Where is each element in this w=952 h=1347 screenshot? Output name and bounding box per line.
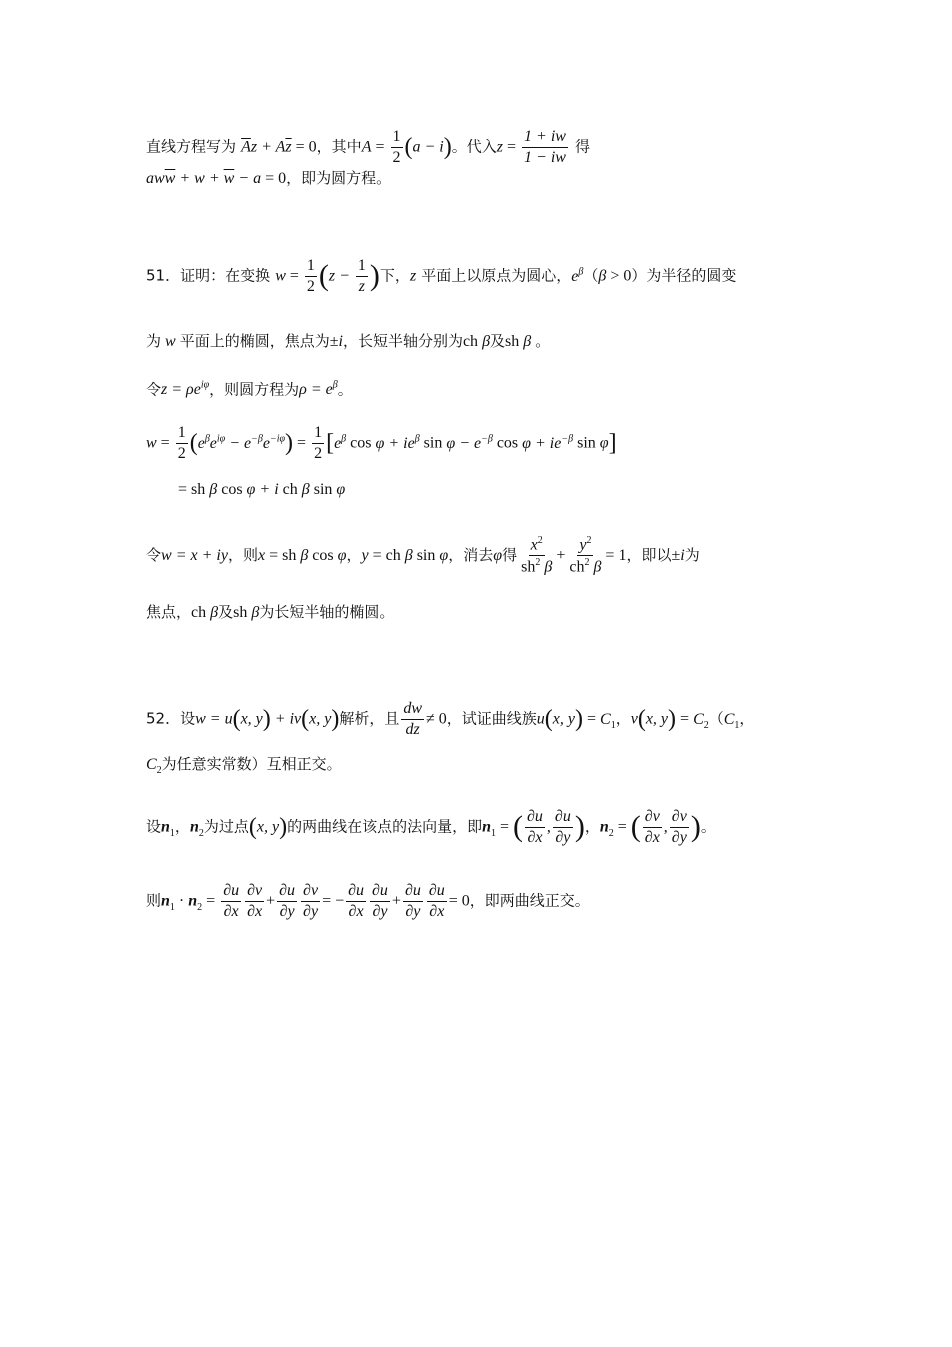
problem-51-statement: 51．证明：在变换 w = $\frac{1}{2}$ (z − $\frac{1}{z}$ )下，z 平面上以原点为圆心，$e^\beta(\beta > 0)$为半径的圆变 bbox=[146, 257, 737, 295]
problem-52-normals: 设$n_1$，$n_2$为过点(x, y)的两曲线在该点的法向量，即$n_1$ = ( $\frac{\partial u}{\partial x}$ , $\frac{\partial u}{\partial y}$ )，$n_2$ = ( $\frac{\partial v}{\partial x}$ , $\frac{\partial v}{\partial y}$ )。 bbox=[146, 808, 716, 846]
problem-51-statement-cont: 为 w 平面上的椭圆，焦点为±i，长短半轴分别为ch β及sh β 。 bbox=[146, 332, 551, 350]
problem-52-statement-cont: $C_2$为任意实常数）互相正交。 bbox=[146, 755, 342, 777]
eq-line-2: $aw\overline{w} + w + \overline{w} - a = 0$，即为圆方程。 bbox=[146, 169, 392, 187]
eq-line-1: 直线方程写为 $\overline{A}z + A\overline{z} = 0$，其中A = $\frac{1}{2}$ (a − i)。代入z = $\frac{1 + iw}{1 - iw}$ 得 bbox=[146, 128, 591, 166]
problem-52-statement: 52．设w = u(x, y) + iv(x, y)解析，且 $\frac{dw}{dz}$ ≠ 0，试证曲线族u(x, $y) = C_1$，v(x, $y) = C_2(C_1$， bbox=[146, 700, 755, 738]
problem-51-w-expansion: w = $\frac{1}{2}$ $(e^\beta e^{i\varphi} - e^{-\beta}e^{-i\varphi})$ = $\frac{1}{2}$ [$e^\beta$ $\cos \varphi + ie^\beta$ $\sin \varphi - e^{-\beta}$ $\cos \varphi + ie^{-\beta}$ sin φ] bbox=[146, 424, 617, 462]
fraction-z: $\frac{1 + iw}{1 - iw}$ bbox=[524, 128, 566, 166]
problem-52-dot-product: 则$n_1 \cdot n_2$ = $\frac{\partial u}{\partial x}$ $\frac{\partial v}{\partial x}$ + $\frac{\partial u}{\partial y}$ $\frac{\partial v}{\partial y}$ = − $\frac{\partial u}{\partial x}$ $\frac{\partial u}{\partial y}$ + $\frac{\partial u}{\partial y}$ $\frac{\partial u}{\partial x}$ = 0，即两曲线正交。 bbox=[146, 882, 590, 920]
problem-51-ellipse: 令w = x + iy，则x = sh β cos φ，y = ch β sin φ，消去φ得 $\frac{x^2}{sh^2 \beta}$ + $\frac{y^2}{ch^2 \beta}$ = 1，即以±i为 bbox=[146, 535, 700, 576]
problem-51-let-z: 令$z = \rho e^{i\varphi}$，则圆方程为$\rho = e^\beta$。 bbox=[146, 380, 353, 399]
fraction-half: $\frac{1}{2}$ bbox=[392, 128, 401, 166]
problem-51-conclusion: 焦点，ch β及sh β为长短半轴的椭圆。 bbox=[146, 603, 395, 621]
problem-51-w-result: = sh β cos φ + i ch β sin φ bbox=[178, 481, 346, 498]
